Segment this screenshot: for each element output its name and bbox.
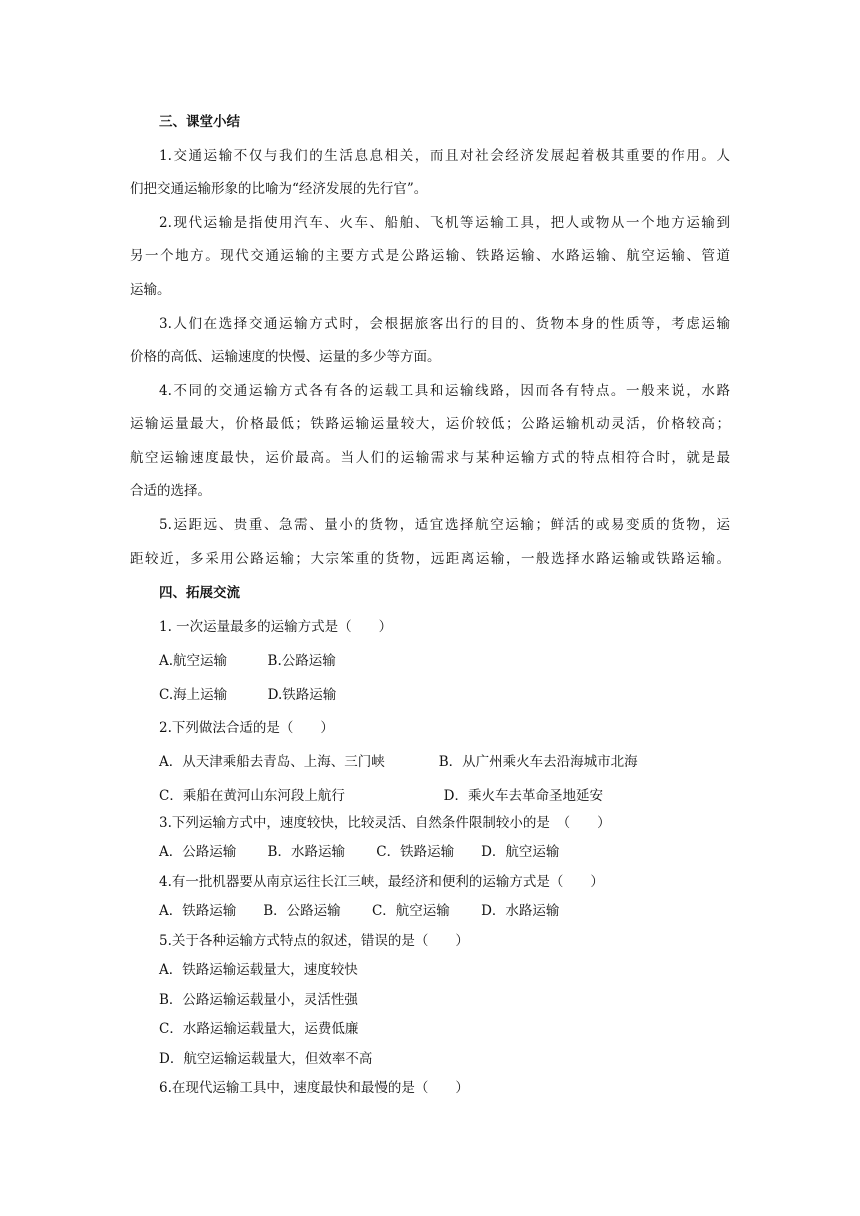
question-5-option-a: A．铁路运输运载量大，速度较快	[159, 962, 358, 978]
question-5-option-b: B．公路运输运载量小，灵活性强	[159, 992, 358, 1008]
question-5-option-d: D．航空运输运载量大，但效率不高	[159, 1051, 373, 1067]
summary-paragraph-4-line-3: 航空运输速度最快，运价最高。当人们的运输需求与某种运输方式的特点相符合时，就是最	[130, 450, 730, 466]
summary-paragraph-2-line-3: 运输。	[130, 282, 171, 298]
summary-paragraph-3-line-1: 3.人们在选择交通运输方式时，会根据旅客出行的目的、货物本身的性质等，考虑运输	[159, 316, 730, 332]
question-2: 2.下列做法合适的是（ ）	[159, 720, 334, 736]
summary-paragraph-2-line-1: 2.现代运输是指使用汽车、火车、船舶、飞机等运输工具，把人或物从一个地方运输到	[159, 215, 730, 231]
question-1: 1. 一次运量最多的运输方式是（ ）	[159, 619, 393, 635]
question-4-options: A．铁路运输 B．公路运输 C．航空运输 D．水路运输	[159, 903, 560, 919]
summary-paragraph-4-line-4: 合适的选择。	[130, 483, 211, 499]
question-5: 5.关于各种运输方式特点的叙述，错误的是（ ）	[159, 933, 469, 949]
summary-paragraph-5-line-1: 5.运距远、贵重、急需、量小的货物，适宜选择航空运输；鲜活的或易变质的货物，运	[159, 517, 730, 533]
summary-paragraph-4-line-1: 4.不同的交通运输方式各有各的运载工具和运输线路，因而各有特点。一般来说，水路	[159, 383, 730, 399]
summary-paragraph-1-line-2: 们把交通运输形象的比喻为“经济发展的先行官”。	[130, 181, 428, 197]
question-4: 4.有一批机器要从南京运往长江三峡，最经济和便利的运输方式是（ ）	[159, 874, 604, 890]
section-4-heading: 四、拓展交流	[159, 585, 240, 601]
question-3: 3.下列运输方式中，速度较快，比较灵活、自然条件限制较小的是 （ ）	[159, 815, 611, 831]
question-6: 6.在现代运输工具中，速度最快和最慢的是（ ）	[159, 1080, 469, 1096]
summary-paragraph-3-line-2: 价格的高低、运输速度的快慢、运量的多少等方面。	[130, 349, 441, 365]
question-3-options: A．公路运输 B．水路运输 C．铁路运输 D．航空运输	[159, 844, 560, 860]
summary-paragraph-2-line-2: 另一个地方。现代交通运输的主要方式是公路运输、铁路运输、水路运输、航空运输、管道	[130, 248, 730, 264]
question-2-options-ab: A．从天津乘船去青岛、上海、三门峡 B．从广州乘火车去沿海城市北海	[159, 754, 638, 770]
question-1-options-ab: A.航空运输 B.公路运输	[159, 653, 336, 669]
question-2-options-cd: C．乘船在黄河山东河段上航行 D．乘火车去革命圣地延安	[159, 788, 603, 804]
section-3-heading: 三、课堂小结	[159, 114, 240, 130]
summary-paragraph-5-line-2: 距较近，多采用公路运输；大宗笨重的货物，远距离运输，一般选择水路运输或铁路运输。	[130, 551, 730, 567]
question-5-option-c: C．水路运输运载量大，运费低廉	[159, 1021, 359, 1037]
summary-paragraph-1-line-1: 1.交通运输不仅与我们的生活息息相关，而且对社会经济发展起着极其重要的作用。人	[159, 148, 730, 164]
question-1-options-cd: C.海上运输 D.铁路运输	[159, 687, 337, 703]
summary-paragraph-4-line-2: 运输运量最大，价格最低；铁路运输运量较大，运价较低；公路运输机动灵活，价格较高；	[130, 416, 730, 432]
